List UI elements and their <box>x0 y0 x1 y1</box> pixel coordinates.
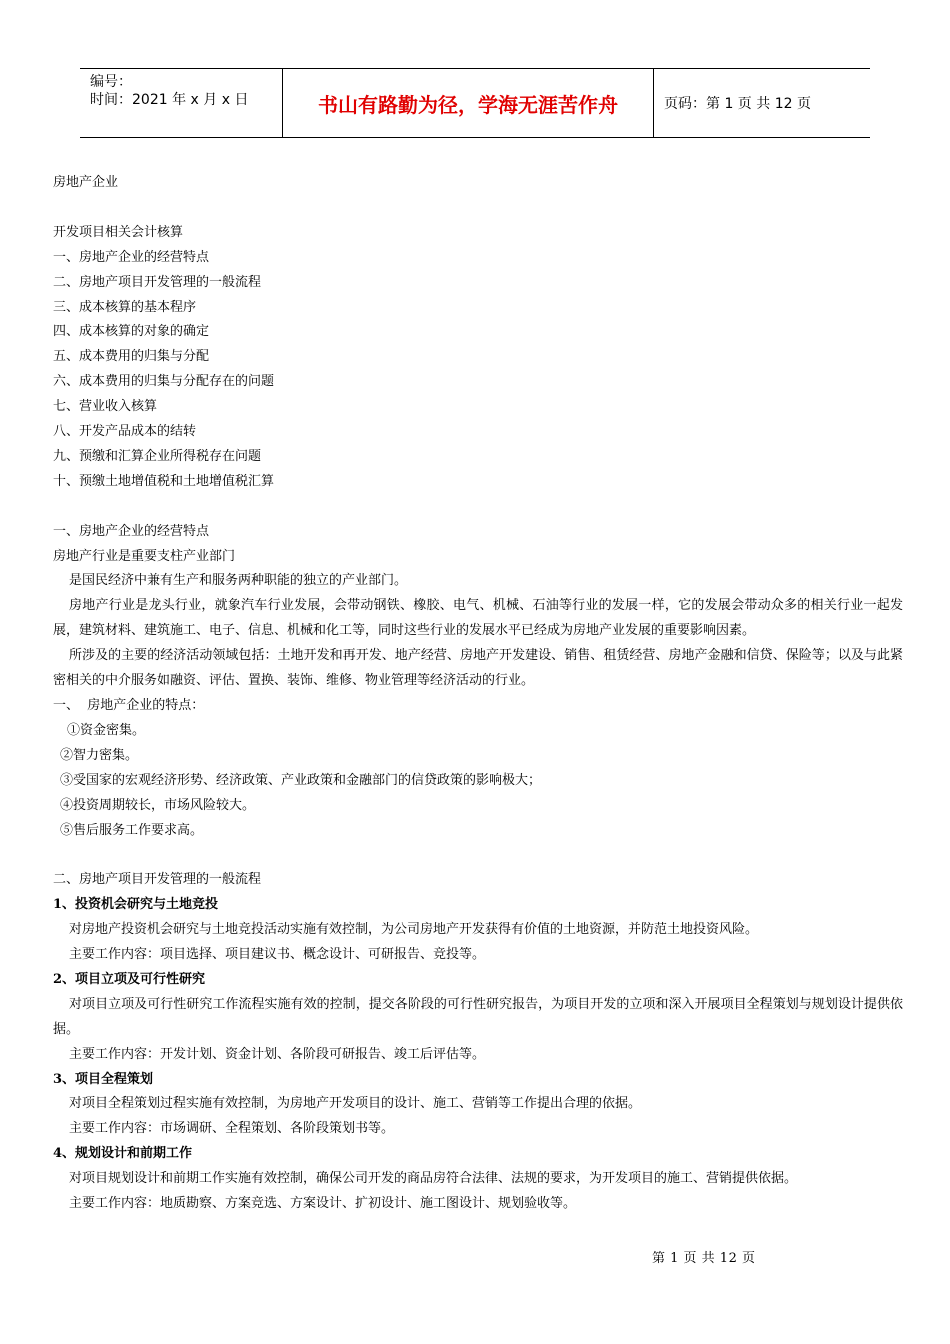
toc-item: 十、预缴土地增值税和土地增值税汇算 <box>53 473 275 489</box>
paragraph: 是国民经济中兼有生产和服务两种职能的独立的产业部门。 <box>69 573 408 589</box>
feature-item: ②智力密集。 <box>60 747 139 763</box>
step-title: 3、项目全程策划 <box>53 1071 154 1087</box>
feature-item: ④投资周期较长，市场风险较大。 <box>60 797 256 813</box>
page-footer: 第 1 页 共 12 页 <box>652 1251 756 1266</box>
toc-item: 五、成本费用的归集与分配 <box>53 349 210 365</box>
step-desc: 对项目全程策划过程实施有效控制，为房地产开发项目的设计、施工、营销等工作提出合理的依据。 <box>69 1096 642 1112</box>
toc-item: 四、成本核算的对象的确定 <box>53 324 210 340</box>
step-title: 4、规划设计和前期工作 <box>53 1146 193 1162</box>
section-heading: 二、房地产项目开发管理的一般流程 <box>53 872 262 888</box>
toc-item: 八、开发产品成本的结转 <box>53 424 197 440</box>
step-desc: 对项目规划设计和前期工作实施有效控制，确保公司开发的商品房符合法律、法规的要求，为开发项目的施工、营销提供依据。 <box>69 1171 798 1187</box>
step-title: 1、投资机会研究与土地竞投 <box>53 897 219 913</box>
date-label: 时间：2021 年 x 月 x 日 <box>90 92 249 108</box>
toc-item: 三、成本核算的基本程序 <box>53 299 197 315</box>
feature-item: ③受国家的宏观经济形势、经济政策、产业政策和金融部门的信贷政策的影响极大； <box>60 772 542 788</box>
step-title: 2、项目立项及可行性研究 <box>53 971 206 987</box>
motto: 书山有路勤为径，学海无涯苦作舟 <box>282 69 654 137</box>
header-meta <box>80 69 282 137</box>
number-label: 编号： <box>90 74 132 90</box>
section-heading: 一、房地产企业的经营特点 <box>53 523 210 539</box>
document-header <box>80 68 870 138</box>
header-page-info: 页码：第 1 页 共 12 页 <box>664 96 811 112</box>
feature-item: ①资金密集。 <box>67 722 146 738</box>
toc-item: 九、预缴和汇算企业所得税存在问题 <box>53 448 262 464</box>
doc-title: 房地产企业 <box>53 175 119 190</box>
step-work: 主要工作内容：市场调研、全程策划、各阶段策划书等。 <box>69 1121 395 1137</box>
step-work: 主要工作内容：项目选择、项目建议书、概念设计、可研报告、竞投等。 <box>69 947 486 963</box>
step-desc: 对项目立项及可行性研究工作流程实施有效的控制，提交各阶段的可行性研究报告，为项目开发的立项和深入开展项目全程策划与规划设计提供依据。 <box>53 996 903 1037</box>
section-subheading: 房地产行业是重要支柱产业部门 <box>53 548 236 564</box>
features-heading: 一、 房地产企业的特点： <box>53 698 205 713</box>
paragraph: 所涉及的主要的经济活动领域包括：土地开发和再开发、地产经营、房地产开发建设、销售、租赁经营、房地产金融和信贷、保险等；以及与此紧密相关的中介服务如融资、评估、置换、装饰、维修、物业管理等经济活动的行业。 <box>53 648 903 689</box>
doc-subtitle: 开发项目相关会计核算 <box>53 224 184 240</box>
feature-item: ⑤售后服务工作要求高。 <box>60 822 204 838</box>
toc-item: 六、成本费用的归集与分配存在的问题 <box>53 374 275 390</box>
step-desc: 对房地产投资机会研究与土地竞投活动实施有效控制，为公司房地产开发获得有价值的土地资源，并防范土地投资风险。 <box>69 922 759 938</box>
step-work: 主要工作内容：开发计划、资金计划、各阶段可研报告、竣工后评估等。 <box>69 1046 486 1062</box>
step-work: 主要工作内容：地质勘察、方案竞选、方案设计、扩初设计、施工图设计、规划验收等。 <box>69 1196 577 1212</box>
paragraph: 房地产行业是龙头行业，就象汽车行业发展，会带动钢铁、橡胶、电气、机械、石油等行业的发展一样，它的发展会带动众多的相关行业一起发展，建筑材料、建筑施工、电子、信息、机械和化工等，同时这些行业的发展水平已经成为房地产业发展的重要影响因素。 <box>53 598 903 639</box>
toc-item: 二、房地产项目开发管理的一般流程 <box>53 274 262 290</box>
document-body <box>53 171 903 1217</box>
toc-item: 一、房地产企业的经营特点 <box>53 249 210 265</box>
toc-item: 七、营业收入核算 <box>53 399 158 415</box>
